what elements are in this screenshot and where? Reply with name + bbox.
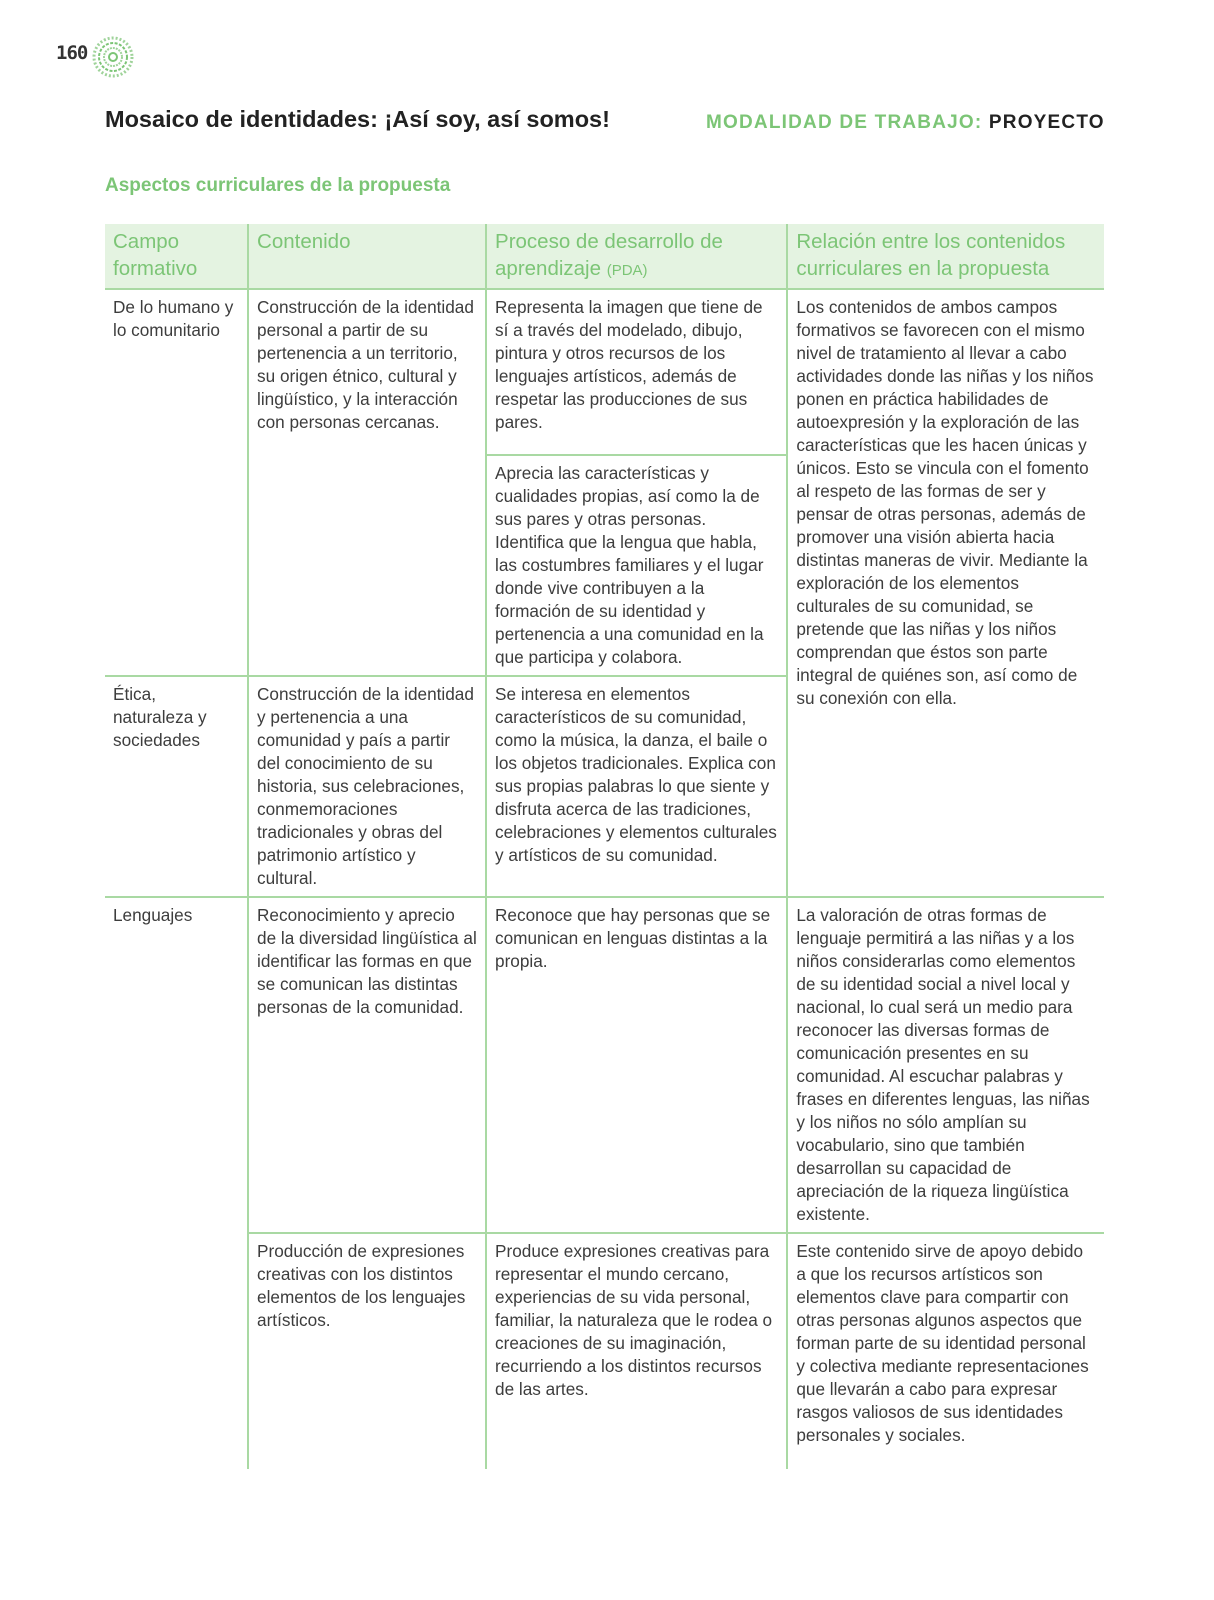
table-header-row [105,224,1104,289]
cell-campo: De lo humano y lo comunitario [105,289,248,676]
cell-pda: Produce expresiones creativas para representar el mundo cercano, experiencias de su vida personal, familiar, la naturaleza que le rodea o creaciones de su imaginación, recurriendo a los distintos recursos de las artes. [486,1233,787,1469]
curricular-table [105,224,1104,1469]
header-relacion: Relación entre los contenidos curriculares en la propuesta [787,224,1104,289]
cell-contenido: Producción de expresiones creativas con los distintos elementos de los lenguajes artísticos. [248,1233,486,1469]
cell-campo: Ética, naturaleza y sociedades [105,676,248,897]
modality-value: PROYECTO [988,112,1105,133]
cell-pda: Reconoce que hay personas que se comunican en lenguas distintas a la propia. [486,897,787,1233]
header-pda-abbr: (PDA) [606,262,648,279]
section-title: Aspectos curriculares de la propuesta [105,175,451,196]
cell-contenido: Construcción de la identidad personal a partir de su pertenencia a un territorio, su origen étnico, cultural y lingüístico, y la interacción con personas cercanas. [248,289,486,676]
header-pda [486,224,787,289]
table-row [105,1233,1104,1469]
green-spiral-emblem-icon [92,36,134,78]
cell-contenido: Reconocimiento y aprecio de la diversidad lingüística al identificar las formas en que se comunican las distintas personas de la comunidad. [248,897,486,1233]
table-row [105,289,1104,455]
cell-relacion: Los contenidos de ambos campos formativos se favorecen con el mismo nivel de tratamiento al llevar a cabo actividades donde las niñas y los niños ponen en práctica habilidades de autoexpresión y la exploración de las características que les hacen únicas y únicos. Esto se vincula con el fomento al respeto de las formas de ser y pensar de otras personas, además de promover una visión abierta hacia distintas maneras de vivir. Mediante la exploración de los elementos culturales de su comunidad, se pretende que las niñas y los niños comprendan que éstos son parte integral de quiénes son, así como de su conexión con ella. [787,289,1104,897]
cell-contenido: Construcción de la identidad y pertenencia a una comunidad y país a partir del conocimiento de su historia, sus celebraciones, conmemoraciones tradicionales y obras del patrimonio artístico y cultural. [248,676,486,897]
cell-pda: Se interesa en elementos característicos de su comunidad, como la música, la danza, el baile o los objetos tradicionales. Explica con sus propias palabras lo que siente y disfruta acerca de las tradiciones, celebraciones y elementos culturales y artísticos de su comunidad. [486,676,787,897]
cell-pda: Aprecia las características y cualidades propias, así como la de sus pares y otras personas. Identifica que la lengua que habla, las costumbres familiares y el lugar donde vive contribuyen a la formación de su identidad y pertenencia a una comunidad en la que participa y colabora. [486,455,787,676]
work-modality [706,112,1105,134]
header-campo: Campo formativo [105,224,248,289]
table-row [105,897,1104,1233]
page-title: Mosaico de identidades: ¡Así soy, así somos! [105,106,610,132]
cell-pda: Representa la imagen que tiene de sí a través del modelado, dibujo, pintura y otros recursos de los lenguajes artísticos, además de respetar las producciones de sus pares. [486,289,787,455]
cell-relacion: Este contenido sirve de apoyo debido a que los recursos artísticos son elementos clave para compartir con otras personas algunos aspectos que forman parte de su identidad personal y colectiva mediante representaciones que llevarán a cabo para expresar rasgos valiosos de sus identidades personales y sociales. [787,1233,1104,1469]
page-number: 160 [56,42,88,64]
cell-relacion: La valoración de otras formas de lenguaje permitirá a las niñas y a los niños considerarlas como elementos de su identidad social a nivel local y nacional, lo cual será un medio para reconocer las diversas formas de comunicación presentes en su comunidad. Al escuchar palabras y frases en diferentes lenguas, las niñas y los niños no sólo amplían su vocabulario, sino que también desarrollan su capacidad de apreciación de la riqueza lingüística existente. [787,897,1104,1233]
modality-label: MODALIDAD DE TRABAJO: [706,112,983,133]
header-pda-text: Proceso de desarrollo de aprendizaje [495,230,723,280]
cell-campo: Lenguajes [105,897,248,1469]
header-contenido: Contenido [248,224,486,289]
